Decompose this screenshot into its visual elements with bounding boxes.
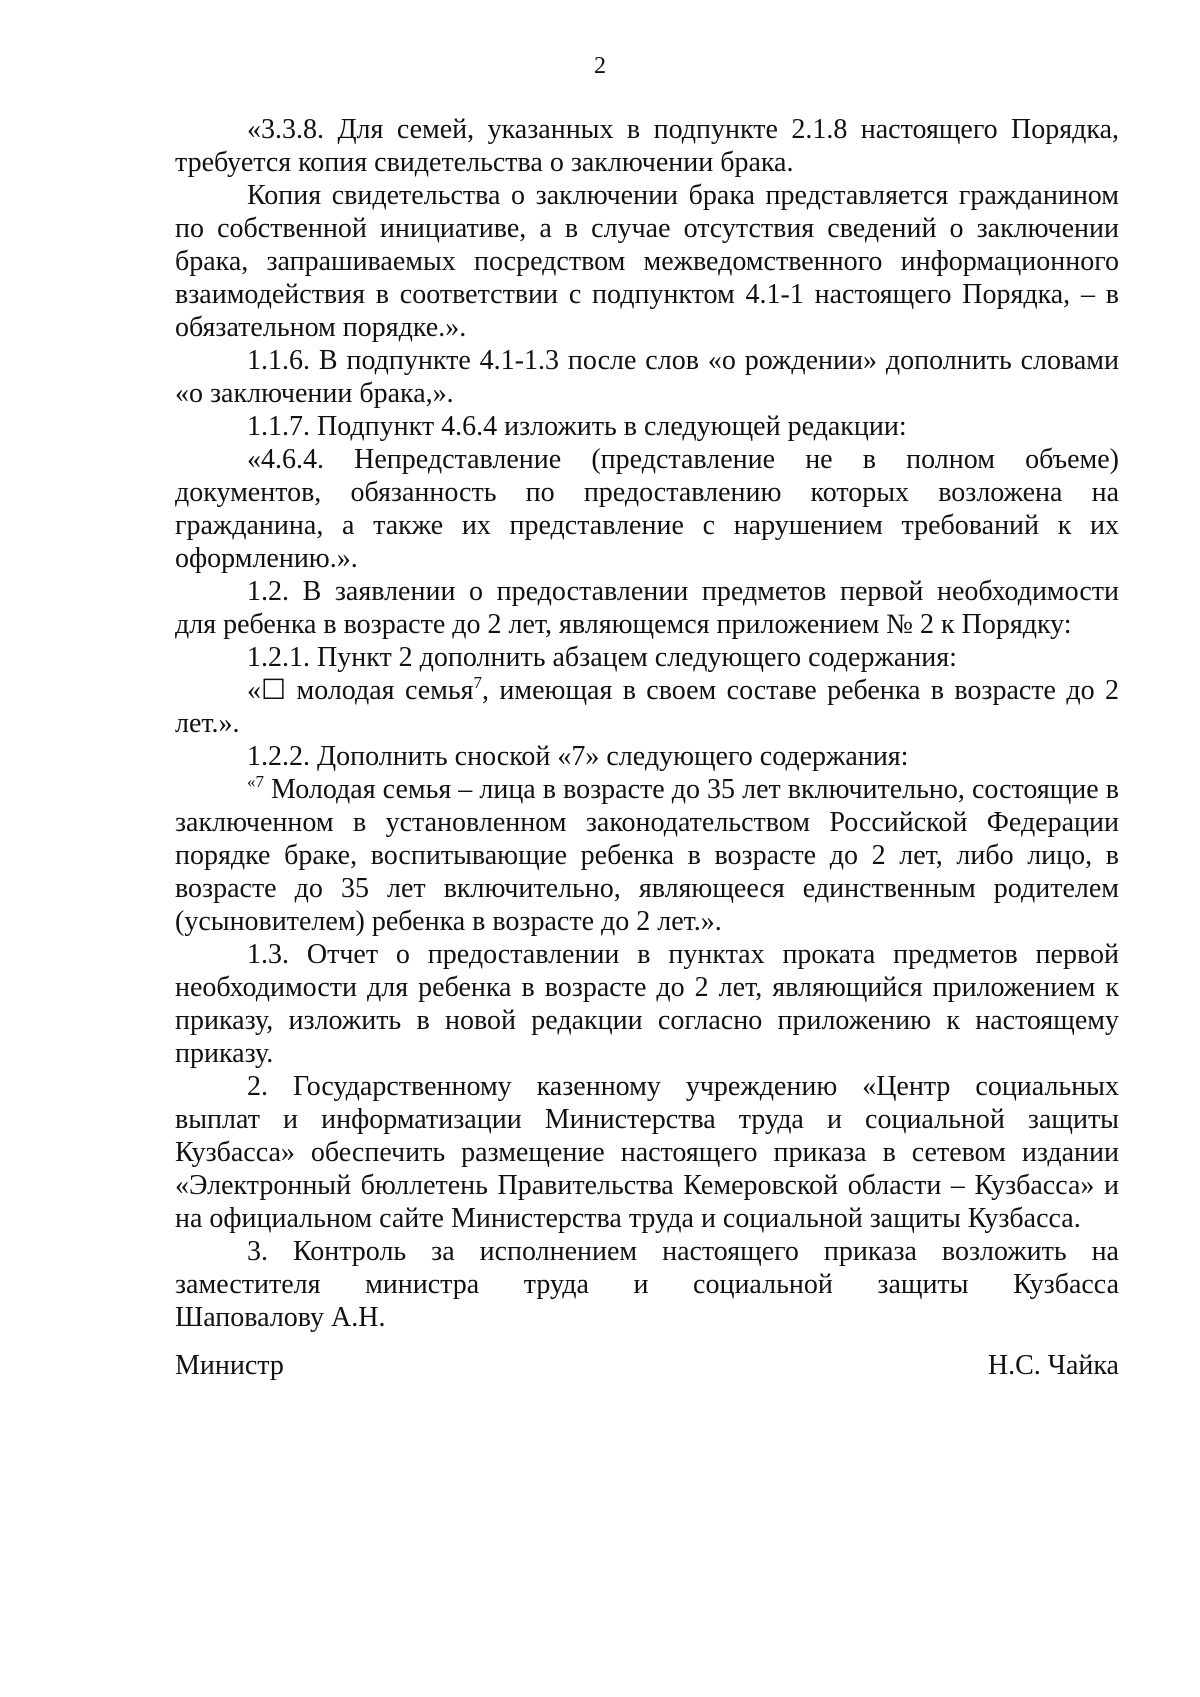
footnote-mark: «7 xyxy=(247,772,264,791)
paragraph-1-1-6: 1.1.6. В подпункте 4.1-1.3 после слов «о рождении» дополнить словами «о заключении брака,». xyxy=(175,345,1119,409)
signatory-position: Министр xyxy=(175,1350,284,1381)
paragraph-4-6-4: «4.6.4. Непредставление (представление не в полном объеме) документов, обязанность по предоставлению которых возложена на гражданина, а также их представление с нарушением требований к их оформлению.». xyxy=(175,444,1119,574)
signature-block xyxy=(175,1349,1119,1385)
paragraph-1-2-2: 1.2.2. Дополнить сноской «7» следующего содержания: xyxy=(247,741,909,772)
paragraph-2: 2. Государственному казенному учреждению «Центр социальных выплат и информатизации Министерства труда и социальной защиты Кузбасса» обеспечить размещение настоящего приказа в сетевом издании «Электронный бюллетень Правительства Кемеровской области – Кузбасса» и на официальном сайте Министерства труда и социальной защиты Кузбасса. xyxy=(175,1071,1119,1234)
document-body xyxy=(175,113,1119,1334)
paragraph-1-2: 1.2. В заявлении о предоставлении предметов первой необходимости для ребенка в возрасте до 2 лет, являющемся приложением № 2 к Порядку: xyxy=(175,576,1119,640)
paragraph-marriage-certificate: Копия свидетельства о заключении брака представляется гражданином по собственной инициативе, а в случае отсутствия сведений о заключении брака, запрашиваемых посредством межведомственного информационного взаимодействия в соответствии с подпунктом 4.1-1 настоящего Порядка, – в обязательном порядке.». xyxy=(175,180,1119,343)
paragraph-1-3: 1.3. Отчет о предоставлении в пунктах проката предметов первой необходимости для ребенка в возрасте до 2 лет, являющийся приложением к приказу, изложить в новой редакции согласно приложению к настоящему приказу. xyxy=(175,939,1119,1069)
paragraph-3-line1: 3. Контроль за исполнением настоящего приказа возложить на xyxy=(247,1236,1119,1267)
young-family-text: «☐ молодая семья xyxy=(247,675,474,706)
paragraph-1-1-7: 1.1.7. Подпункт 4.6.4 изложить в следующей редакции: xyxy=(247,411,907,442)
page-number: 2 xyxy=(594,53,606,79)
paragraph-3 xyxy=(175,1235,1119,1301)
paragraph-young-family-checkbox xyxy=(175,674,1119,740)
paragraph-3-tail: Шаповалову А.Н. xyxy=(175,1302,386,1333)
paragraph-footnote-7 xyxy=(175,773,1119,938)
paragraph-1-2-1: 1.2.1. Пункт 2 дополнить абзацем следующего содержания: xyxy=(247,642,957,673)
young-family-text-rest: , имеющая в своем составе ребенка в возрасте до 2 лет.». xyxy=(175,675,1120,739)
signatory-name: Н.С. Чайка xyxy=(987,1350,1119,1381)
footnote-text: Молодая семья – лица в возрасте до 35 лет включительно, состоящие в заключенном в установленном законодательством Российской Федерации порядке браке, воспитывающие ребенка в возрасте до 2 лет, либо лицо, в возрасте до 35 лет включительно, являющееся единственным родителем (усыновителем) ребенка в возрасте до 2 лет.». xyxy=(175,774,1119,937)
paragraph-3-3-8: «3.3.8. Для семей, указанных в подпункте 2.1.8 настоящего Порядка, требуется копия свидетельства о заключении брака. xyxy=(175,114,1119,178)
footnote-ref-7: 7 xyxy=(473,673,483,692)
paragraph-3-line2: заместителя министра труда и социальной защиты Кузбасса xyxy=(175,1269,1119,1300)
